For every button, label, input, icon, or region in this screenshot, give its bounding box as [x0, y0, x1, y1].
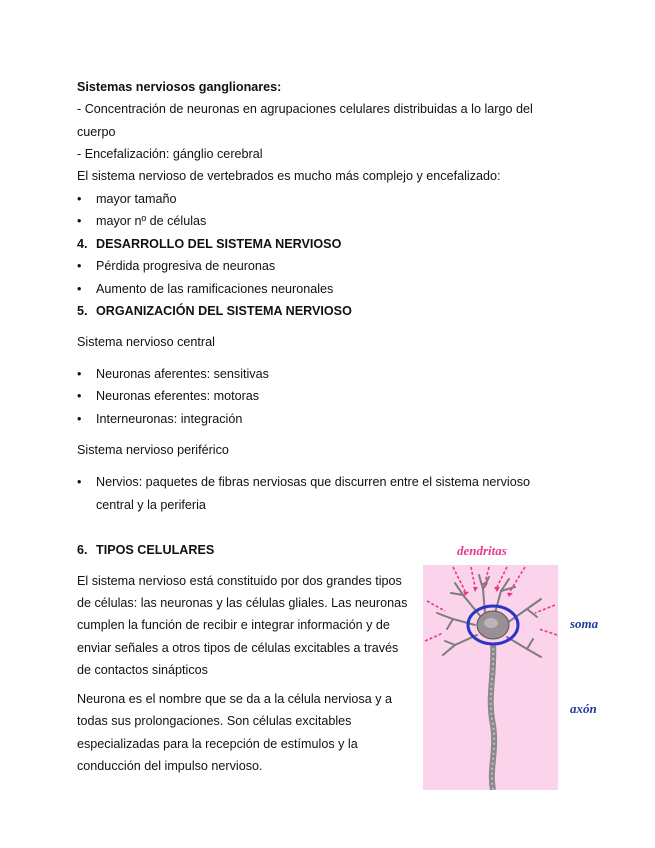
- text-line: especializadas para la recepción de estímulos y la: [77, 737, 358, 751]
- bullet-icon: •: [77, 389, 82, 403]
- text-line: enviar señales a otros tipos de células excitables a través: [77, 641, 399, 655]
- section-heading-ganglionar: Sistemas nerviosos ganglionares:: [77, 80, 282, 94]
- neuron-illustration: [423, 565, 558, 790]
- list-item: Nervios: paquetes de fibras nerviosas que discurren entre el sistema nervioso: [96, 475, 531, 489]
- list-item: Pérdida progresiva de neuronas: [96, 259, 276, 273]
- bullet-icon: •: [77, 259, 82, 273]
- list-item-continuation: central y la periferia: [96, 498, 206, 512]
- text-line: de células: las neuronas y las células gliales. Las neuronas: [77, 596, 408, 610]
- text-line: - Encefalización: gánglio cerebral: [77, 147, 263, 161]
- dendritas-label: dendritas: [457, 543, 507, 558]
- section-title: TIPOS CELULARES: [96, 543, 215, 557]
- section-number: 5.: [77, 304, 88, 318]
- text-line: todas sus prolongaciones. Son células excitables: [77, 714, 352, 728]
- list-item: mayor nº de células: [96, 214, 207, 228]
- bullet-icon: •: [77, 192, 82, 206]
- axon-label: axón: [570, 701, 597, 716]
- text-line: Neurona es el nombre que se da a la célula nerviosa y a: [77, 692, 393, 706]
- list-item: Aumento de las ramificaciones neuronales: [96, 282, 334, 296]
- section-number: 6.: [77, 543, 88, 557]
- section-title: ORGANIZACIÓN DEL SISTEMA NERVIOSO: [96, 304, 352, 318]
- section-title: DESARROLLO DEL SISTEMA NERVIOSO: [96, 237, 342, 251]
- list-item: mayor tamaño: [96, 192, 177, 206]
- soma-label: soma: [570, 616, 599, 631]
- subsection-label: Sistema nervioso central: [77, 335, 215, 349]
- text-line: cumplen la función de recibir e integrar información y de: [77, 618, 390, 632]
- bullet-icon: •: [77, 475, 82, 489]
- text-line: cuerpo: [77, 125, 116, 139]
- text-line: El sistema nervioso está constituido por dos grandes tipos: [77, 574, 402, 588]
- bullet-icon: •: [77, 412, 82, 426]
- section-number: 4.: [77, 237, 88, 251]
- text-line: El sistema nervioso de vertebrados es mucho más complejo y encefalizado:: [77, 169, 501, 183]
- text-line: conducción del impulso nervioso.: [77, 759, 263, 773]
- list-item: Neuronas eferentes: motoras: [96, 389, 260, 403]
- bullet-icon: •: [77, 282, 82, 296]
- text-line: de contactos sinápticos: [77, 663, 208, 677]
- list-item: Neuronas aferentes: sensitivas: [96, 367, 269, 381]
- list-item: Interneuronas: integración: [96, 412, 243, 426]
- nucleus: [484, 618, 498, 628]
- bullet-icon: •: [77, 367, 82, 381]
- bullet-icon: •: [77, 214, 82, 228]
- text-line: - Concentración de neuronas en agrupaciones celulares distribuidas a lo largo del: [77, 102, 533, 116]
- subsection-label: Sistema nervioso periférico: [77, 443, 229, 457]
